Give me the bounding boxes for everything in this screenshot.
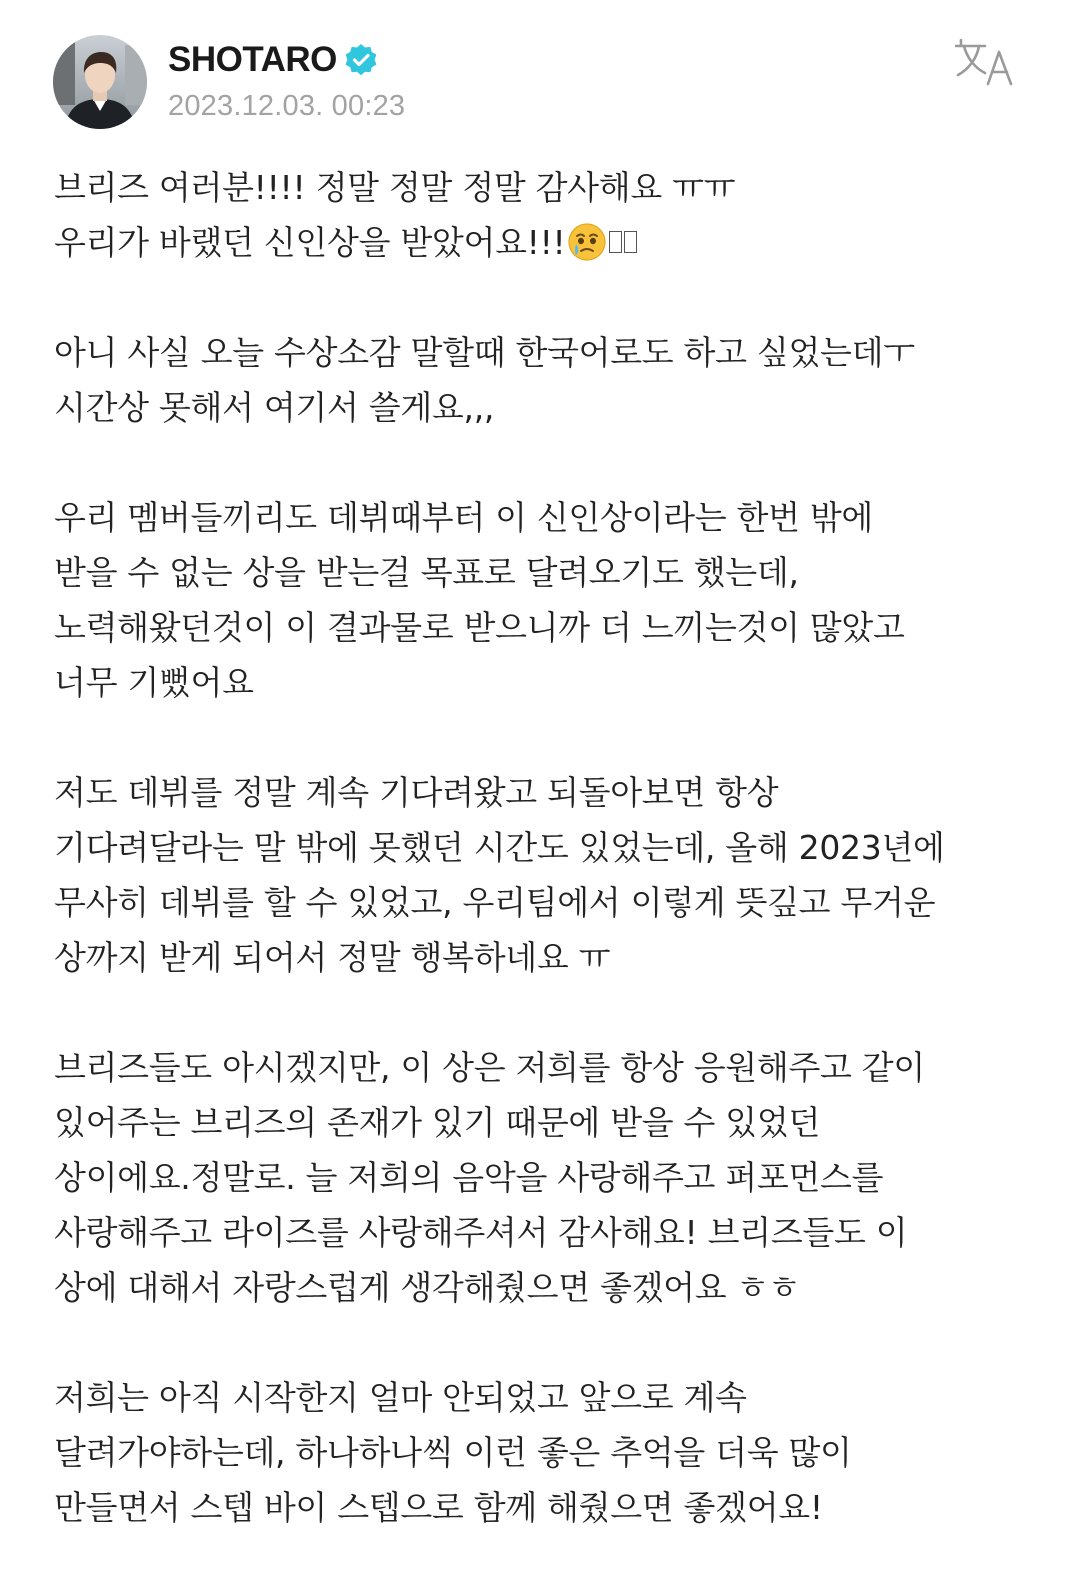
post-line-text: 우리가 바랬던 신인상을 받았어요!!! <box>54 223 566 262</box>
post-line: 브리즈 여러분!!!! 정말 정말 정말 감사해요 ㅠㅠ <box>54 168 736 207</box>
author-name-row <box>168 38 379 82</box>
paragraph-gap <box>54 710 1044 765</box>
post-line: 노력해왔던것이 이 결과물로 받으니까 더 느끼는것이 많았고 <box>54 608 905 647</box>
translate-icon[interactable] <box>955 38 1015 86</box>
post-line: 아니 사실 오늘 수상소감 말할때 한국어로도 하고 싶었는데ㅜ <box>54 333 915 372</box>
face-holding-back-tears-emoji <box>567 222 607 262</box>
post-line: 브리즈들도 아시겠지만, 이 상은 저희를 항상 응원해주고 같이 <box>54 1048 925 1087</box>
post-line: 기다려달라는 말 밖에 못했던 시간도 있었는데, 올해 2023년에 <box>54 828 945 867</box>
post-line: 받을 수 없는 상을 받는걸 목표로 달려오기도 했는데, <box>54 553 799 592</box>
post-line: 저도 데뷔를 정말 계속 기다려왔고 되돌아보면 항상 <box>54 773 779 812</box>
post-line: 만들면서 스텝 바이 스텝으로 함께 해줬으면 좋겠어요! <box>54 1488 823 1527</box>
author-avatar[interactable] <box>53 35 147 129</box>
post-body <box>54 160 1044 1535</box>
paragraph-gap <box>54 435 1044 490</box>
paragraph-gap <box>54 270 1044 325</box>
post-header <box>0 0 1080 140</box>
post-line: 너무 기뻤어요 <box>54 663 254 702</box>
post-line: 있어주는 브리즈의 존재가 있기 때문에 받을 수 있었던 <box>54 1103 821 1142</box>
post-timestamp: 2023.12.03. 00:23 <box>168 90 406 122</box>
post-line: 달려가야하는데, 하나하나씩 이런 좋은 추억을 더욱 많이 <box>54 1433 852 1472</box>
post-line: 사랑해주고 라이즈를 사랑해주셔서 감사해요! 브리즈들도 이 <box>54 1213 908 1252</box>
post-line: 상에 대해서 자랑스럽게 생각해줬으면 좋겠어요 ㅎㅎ <box>54 1268 800 1307</box>
post-line: 무사히 데뷔를 할 수 있었고, 우리팀에서 이렇게 뜻깊고 무거운 <box>54 883 936 922</box>
missing-glyph-box <box>609 231 622 253</box>
post-line: 상까지 받게 되어서 정말 행복하네요 ㅠ <box>54 938 611 977</box>
author-name[interactable]: SHOTARO <box>168 40 337 79</box>
paragraph-gap <box>54 1315 1044 1370</box>
paragraph-gap <box>54 985 1044 1040</box>
verified-badge-icon <box>343 42 379 78</box>
post-line: 저희는 아직 시작한지 얼마 안되었고 앞으로 계속 <box>54 1378 747 1417</box>
missing-glyph-box <box>624 231 637 253</box>
post-line: 시간상 못해서 여기서 쓸게요,,, <box>54 388 495 427</box>
post-line: 우리 멤버들끼리도 데뷔때부터 이 신인상이라는 한번 밖에 <box>54 498 874 537</box>
post-line: 상이에요.정말로. 늘 저희의 음악을 사랑해주고 퍼포먼스를 <box>54 1158 884 1197</box>
avatar-image <box>53 35 147 129</box>
post-line-with-emoji <box>54 215 1044 270</box>
